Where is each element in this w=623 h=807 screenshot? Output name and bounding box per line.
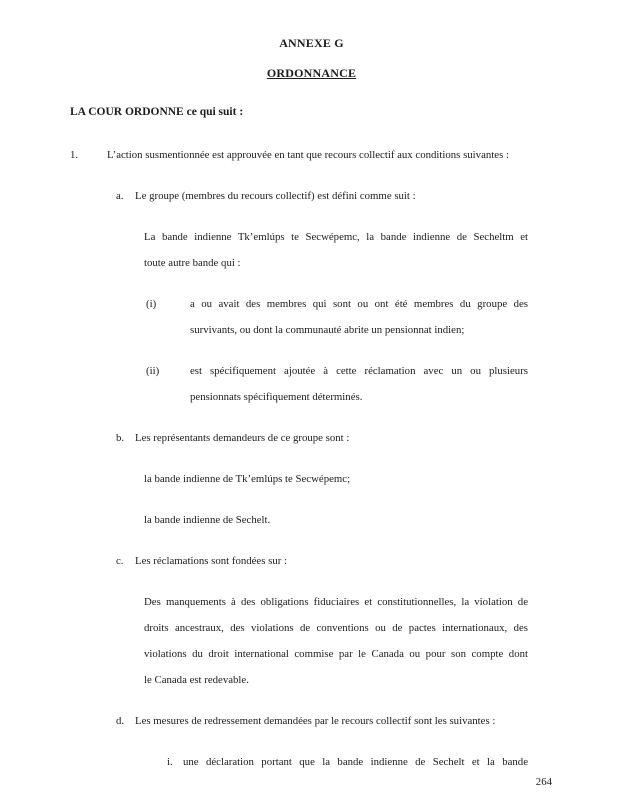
grounds-line-2: droits ancestraux, des violations de conventions ou de pactes internationaux, des [144,622,528,634]
item-b-marker: b. [116,432,125,444]
page-number: 264 [535,776,552,788]
item-d [116,708,528,734]
item-a [116,183,528,209]
roman-i-marker: (i) [146,298,157,310]
grounds-line-1: Des manquements à des obligations fiduciaires et constitutionnelles, la violation de [144,596,528,608]
roman-i-line-2: survivants, ou dont la communauté abrite un pensionnat indien; [190,324,465,336]
item-b-text: Les représentants demandeurs de ce groupe sont : [135,432,350,444]
annex-title: ANNEXE G [279,36,344,50]
court-heading: LA COUR ORDONNE ce qui suit : [70,106,244,118]
item-1-text: L’action susmentionnée est approuvée en tant que recours collectif aux conditions suivantes : [107,149,509,161]
order-title-text: ORDONNANCE [266,66,357,80]
item-a-text: Le groupe (membres du recours collectif) est défini comme suit : [135,190,416,202]
roman-i-line-1: a ou avait des membres qui sont ou ont été membres du groupe des [190,298,528,310]
item-d-sub-i [167,749,528,775]
item-a-roman-ii [146,358,528,410]
item-c-marker: c. [116,555,124,567]
roman-ii-marker: (ii) [146,365,160,377]
item-1-marker: 1. [70,149,79,161]
roman-ii-line-1: est spécifiquement ajoutée à cette réclamation avec un ou plusieurs [190,365,528,377]
sub-i-line-1: une déclaration portant que la bande indienne de Sechelt et la bande [183,756,528,768]
item-a-marker: a. [116,190,124,202]
item-b-band-1: la bande indienne de Tk’emlúps te Secwépemc; [144,473,351,485]
sub-i-marker: i. [167,756,173,768]
item-c-text: Les réclamations sont fondées sur : [135,555,288,567]
grounds-line-4: le Canada est redevable. [144,674,249,686]
item-b-band-2: la bande indienne de Sechelt. [144,514,271,526]
item-c [116,548,528,574]
roman-ii-text [190,358,528,410]
item-d-marker: d. [116,715,125,727]
item-a-definition [144,224,528,276]
definition-line-2: toute autre bande qui : [144,257,241,269]
roman-ii-line-2: pensionnats spécifiquement déterminés. [190,391,363,403]
grounds-line-3: violations du droit international commise par le Canada ou pour son compte dont [144,648,528,660]
item-c-grounds [144,589,528,693]
item-a-roman-i [146,291,528,343]
item-b [116,425,528,451]
order-title [0,60,623,86]
definition-line-1: La bande indienne Tk’emlúps te Secwépemc, la bande indienne de Secheltm et [144,231,528,243]
order-item-1 [70,142,528,168]
roman-i-text [190,291,528,343]
item-d-text: Les mesures de redressement demandées par le recours collectif sont les suivantes : [135,715,496,727]
